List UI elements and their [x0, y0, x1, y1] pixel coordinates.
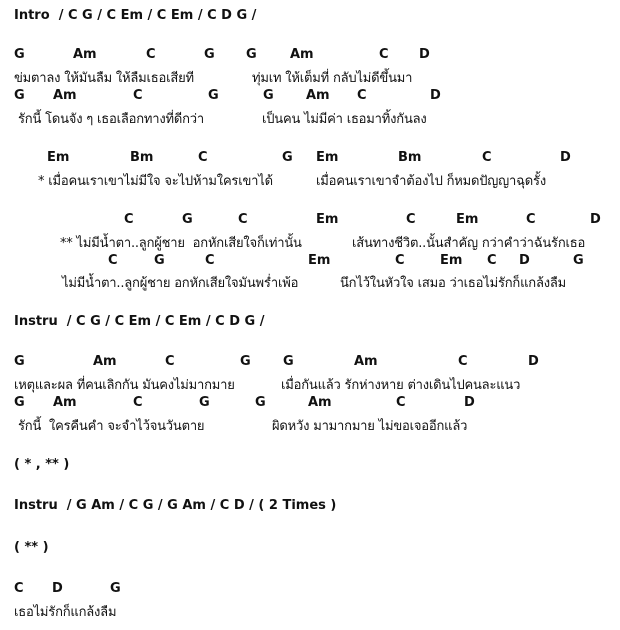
chord-label: C — [526, 212, 536, 227]
chord-label: D — [590, 212, 601, 227]
lyric-line: ทุ่มเท ให้เต็มที่ กลับไม่ดีขึ้นมา — [252, 71, 413, 86]
chord-label: G — [246, 47, 257, 62]
repeat-marker: ( * , ** ) — [14, 457, 70, 472]
lyric-line: รักนี้ โดนจัง ๆ เธอเลือกทางที่ดีกว่า — [18, 112, 204, 127]
chord-label: G — [199, 395, 210, 410]
chord-label: D — [560, 150, 571, 165]
chord-label: G — [182, 212, 193, 227]
lyric-line: รักนี้ ใครคืนคำ จะจำไว้จนวันตาย — [18, 419, 205, 434]
lyric-line: เมื่อคนเราเขาจำต้องไป ก็หมดปัญญาฉุดรั้ง — [316, 174, 546, 189]
chord-label: C — [165, 354, 175, 369]
chord-label: C — [357, 88, 367, 103]
chord-label: G — [255, 395, 266, 410]
chord-label: C — [487, 253, 497, 268]
chord-label: C — [458, 354, 468, 369]
chord-label: C — [146, 47, 156, 62]
lyric-line: ข่มตาลง ให้มันลืม ให้ลืมเธอเสียที — [14, 71, 194, 86]
chord-label: Am — [290, 47, 314, 62]
chord-label: Em — [456, 212, 479, 227]
chord-label: Bm — [398, 150, 422, 165]
lyric-line: เส้นทางชีวิต..นั้นสำคัญ กว่าคำว่าฉันรักเธอ — [352, 236, 586, 251]
chord-label: G — [283, 354, 294, 369]
chord-label: C — [238, 212, 248, 227]
lyric-line: * เมื่อคนเราเขาไม่มีใจ จะไปห้ามใครเขาได้ — [38, 174, 273, 189]
chord-label: G — [204, 47, 215, 62]
lyric-line: เหตุและผล ที่คนเลิกกัน มันคงไม่มากมาย — [14, 378, 235, 393]
chord-label: G — [14, 395, 25, 410]
lyric-line: เมื่อกันแล้ว รักห่างหาย ต่างเดินไปคนละแนว — [281, 378, 521, 393]
chord-label: D — [528, 354, 539, 369]
chord-label: Am — [53, 395, 77, 410]
chord-label: C — [14, 581, 24, 596]
chord-label: G — [154, 253, 165, 268]
chord-label: G — [14, 354, 25, 369]
lyric-line: นึกไว้ในหัวใจ เสมอ ว่าเธอไม่รักก็แกล้งลืม — [340, 276, 567, 291]
chord-label: Am — [53, 88, 77, 103]
lyric-line: ผิดหวัง มามากมาย ไม่ขอเจออีกแล้ว — [272, 419, 468, 434]
chord-label: Em — [316, 150, 339, 165]
chord-label: Am — [93, 354, 117, 369]
chord-label: D — [52, 581, 63, 596]
chord-label: Em — [308, 253, 331, 268]
chord-label: Em — [316, 212, 339, 227]
chord-label: D — [464, 395, 475, 410]
instru-heading: Instru / G Am / C G / G Am / C D / ( 2 Times ) — [14, 498, 337, 513]
chord-label: C — [108, 253, 118, 268]
chord-label: D — [430, 88, 441, 103]
chord-label: C — [395, 253, 405, 268]
chord-label: G — [208, 88, 219, 103]
chord-label: G — [263, 88, 274, 103]
chord-label: C — [406, 212, 416, 227]
lyric-line: ** ไม่มีน้ำตา..ลูกผู้ชาย อกหักเสียใจก็เท่านั้น — [60, 236, 302, 251]
lyric-line: เธอไม่รักก็แกล้งลืม — [14, 605, 117, 620]
chord-label: G — [282, 150, 293, 165]
chord-label: Em — [440, 253, 463, 268]
lyric-line: เป็นคน ไม่มีค่า เธอมาทิ้งกันลง — [262, 112, 427, 127]
instru-heading: Instru / C G / C Em / C Em / C D G / — [14, 314, 265, 329]
chord-label: G — [14, 47, 25, 62]
chord-label: G — [573, 253, 584, 268]
chord-label: C — [198, 150, 208, 165]
chord-label: Am — [354, 354, 378, 369]
chord-label: C — [379, 47, 389, 62]
chord-label: C — [124, 212, 134, 227]
chord-label: D — [419, 47, 430, 62]
chord-label: Em — [47, 150, 70, 165]
repeat-marker: ( ** ) — [14, 540, 49, 555]
chord-label: C — [482, 150, 492, 165]
chord-label: G — [240, 354, 251, 369]
intro-heading: Intro / C G / C Em / C Em / C D G / — [14, 8, 257, 23]
chord-label: D — [519, 253, 530, 268]
chord-label: C — [133, 395, 143, 410]
chord-label: C — [396, 395, 406, 410]
chord-label: C — [133, 88, 143, 103]
chord-label: Am — [306, 88, 330, 103]
chord-label: G — [14, 88, 25, 103]
chord-label: C — [205, 253, 215, 268]
chord-label: Bm — [130, 150, 154, 165]
chord-label: Am — [308, 395, 332, 410]
chord-label: G — [110, 581, 121, 596]
chord-label: Am — [73, 47, 97, 62]
lyric-line: ไม่มีน้ำตา..ลูกผู้ชาย อกหักเสียใจมันพร่ำเพ้อ — [62, 276, 299, 291]
